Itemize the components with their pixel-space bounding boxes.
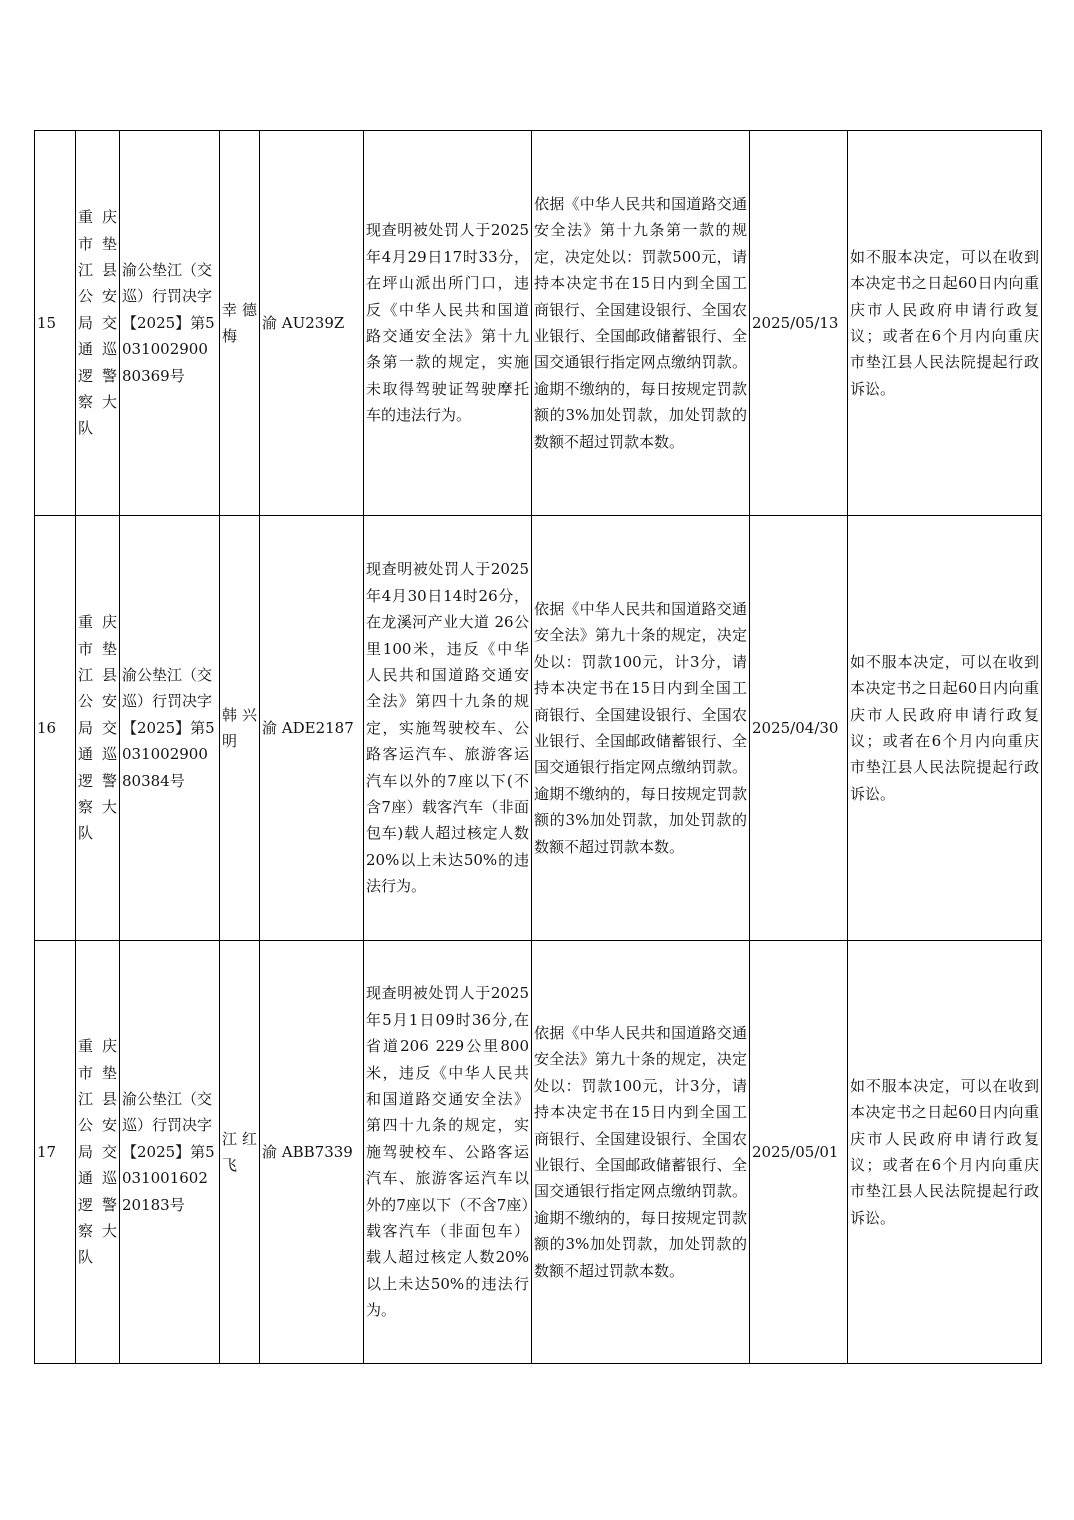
issuing-department: 重庆市垫江县公安局交通巡逻警察大队 [76, 941, 120, 1364]
violation-facts: 现查明被处罚人于2025年5月1日09时36分,在省道206 229公里800米，违反《中华人民共和国道路交通安全法》第四十九条的规定，实施驾驶校车、公路客运汽车、旅游客运汽车以外的7座以下（不含7座）载客汽车（非面包车）载人超过核定人数20%以上未达50%的违法行为。 [364, 941, 532, 1364]
violation-facts: 现查明被处罚人于2025年4月30日14时26分，在龙溪河产业大道 26公里100米，违反《中华人民共和国道路交通安全法》第四十九条的规定，实施驾驶校车、公路客运汽车、旅游客运汽车以外的7座以下(不含7座）载客汽车（非面包车)载人超过核定人数20%以上未达50%的违法行为。 [364, 516, 532, 941]
table-row [35, 516, 1042, 941]
legal-remedy-notice: 如不服本决定，可以在收到本决定书之日起60日内向重庆市人民政府申请行政复议；或者在6个月内向重庆市垫江县人民法院提起行政诉讼。 [848, 131, 1042, 516]
license-plate: 渝 ABB7339 [260, 941, 364, 1364]
penalty-basis-and-decision: 依据《中华人民共和国道路交通安全法》第九十条的规定，决定处以：罚款100元，计3分，请持本决定书在15日内到全国工商银行、全国建设银行、全国农业银行、全国邮政储蓄银行、全国交通银行指定网点缴纳罚款。逾期不缴纳的，每日按规定罚款额的3%加处罚款，加处罚款的数额不超过罚款本数。 [532, 516, 750, 941]
legal-remedy-notice: 如不服本决定，可以在收到本决定书之日起60日内向重庆市人民政府申请行政复议；或者在6个月内向重庆市垫江县人民法院提起行政诉讼。 [848, 941, 1042, 1364]
record-number: 17 [35, 941, 76, 1364]
decision-document-number: 渝公垫江（交巡）行罚决字【2025】第503100160220183号 [120, 941, 220, 1364]
license-plate: 渝 AU239Z [260, 131, 364, 516]
decision-document-number: 渝公垫江（交巡）行罚决字【2025】第503100290080369号 [120, 131, 220, 516]
issuing-department: 重庆市垫江县公安局交通巡逻警察大队 [76, 131, 120, 516]
violation-facts: 现查明被处罚人于2025年4月29日17时33分，在坪山派出所门口，违反《中华人民共和国道路交通安全法》第十九条第一款的规定，实施未取得驾驶证驾驶摩托车的违法行为。 [364, 131, 532, 516]
penalized-person-name: 韩兴明 [220, 516, 260, 941]
penalized-person-name: 幸德梅 [220, 131, 260, 516]
penalty-records-table [34, 130, 1042, 1364]
decision-date: 2025/05/01 [750, 941, 848, 1364]
decision-date: 2025/05/13 [750, 131, 848, 516]
issuing-department: 重庆市垫江县公安局交通巡逻警察大队 [76, 516, 120, 941]
penalty-basis-and-decision: 依据《中华人民共和国道路交通安全法》第十九条第一款的规定，决定处以：罚款500元，请持本决定书在15日内到全国工商银行、全国建设银行、全国农业银行、全国邮政储蓄银行、全国交通银行指定网点缴纳罚款。逾期不缴纳的，每日按规定罚款额的3%加处罚款，加处罚款的数额不超过罚款本数。 [532, 131, 750, 516]
record-number: 16 [35, 516, 76, 941]
table-row [35, 941, 1042, 1364]
license-plate: 渝 ADE2187 [260, 516, 364, 941]
table-row [35, 131, 1042, 516]
decision-date: 2025/04/30 [750, 516, 848, 941]
penalty-basis-and-decision: 依据《中华人民共和国道路交通安全法》第九十条的规定，决定处以：罚款100元，计3分，请持本决定书在15日内到全国工商银行、全国建设银行、全国农业银行、全国邮政储蓄银行、全国交通银行指定网点缴纳罚款。逾期不缴纳的，每日按规定罚款额的3%加处罚款，加处罚款的数额不超过罚款本数。 [532, 941, 750, 1364]
record-number: 15 [35, 131, 76, 516]
decision-document-number: 渝公垫江（交巡）行罚决字【2025】第503100290080384号 [120, 516, 220, 941]
penalized-person-name: 江红飞 [220, 941, 260, 1364]
legal-remedy-notice: 如不服本决定，可以在收到本决定书之日起60日内向重庆市人民政府申请行政复议；或者在6个月内向重庆市垫江县人民法院提起行政诉讼。 [848, 516, 1042, 941]
